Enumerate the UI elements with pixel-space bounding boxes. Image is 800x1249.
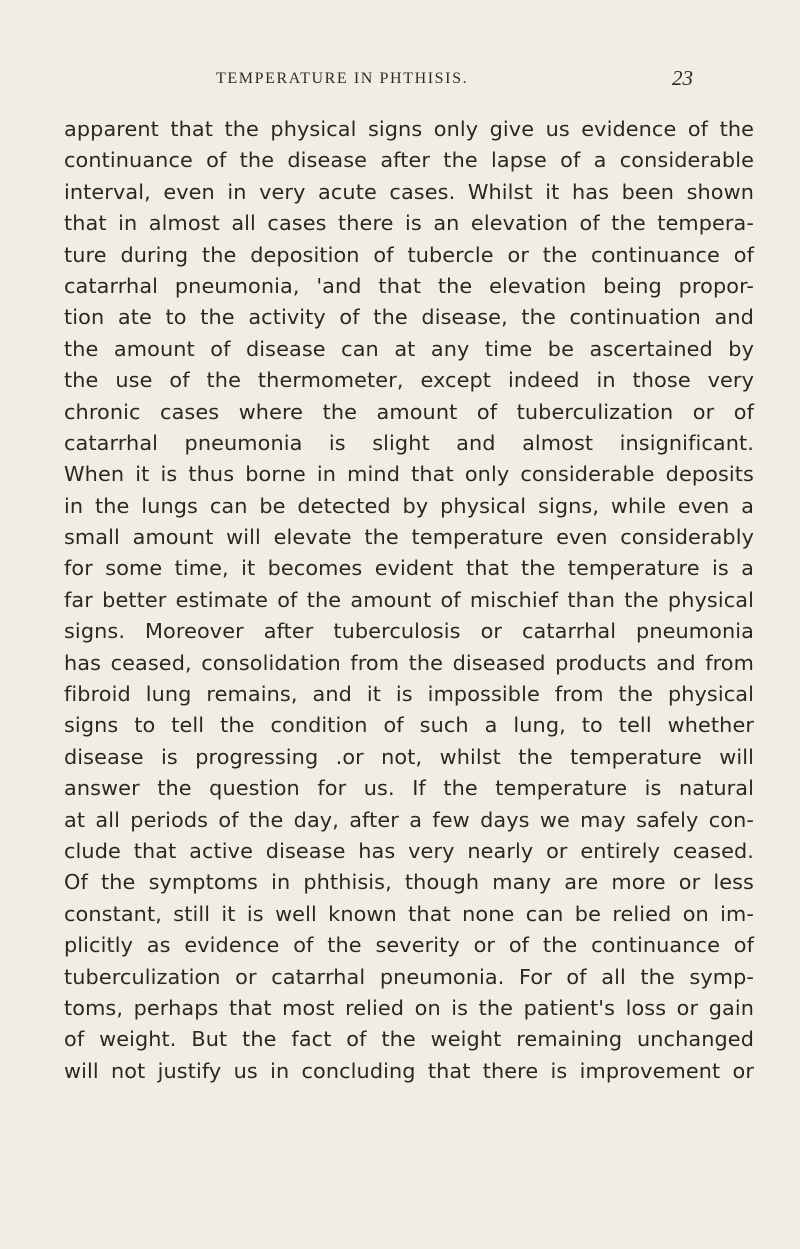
text-line: has ceased, consolidation from the diseased products and from [64, 650, 754, 675]
text-line: clude that active disease has very nearly or entirely ceased. [64, 838, 754, 863]
body-text [64, 114, 754, 1087]
text-line: far better estimate of the amount of mischief than the physical [64, 587, 754, 612]
text-line: that in almost all cases there is an elevation of the tempera- [64, 211, 754, 236]
text-line: tuberculization or catarrhal pneumonia. For of all the symp- [64, 964, 754, 989]
text-line: at all periods of the day, after a few days we may safely con- [64, 807, 754, 832]
text-line: signs. Moreover after tuberculosis or catarrhal pneumonia [64, 619, 754, 644]
text-line: small amount will elevate the temperature even considerably [64, 525, 754, 550]
text-line: the amount of disease can at any time be ascertained by [64, 336, 754, 361]
page-number: 23 [672, 66, 693, 90]
text-line: catarrhal pneumonia, 'and that the elevation being propor- [64, 273, 754, 298]
text-line: will not justify us in concluding that there is improvement or [64, 1058, 754, 1083]
running-title: TEMPERATURE IN PHTHISIS. [216, 70, 469, 87]
text-line: answer the question for us. If the temperature is natural [64, 776, 754, 801]
text-line: for some time, it becomes evident that the temperature is a [64, 556, 754, 581]
text-line: interval, even in very acute cases. Whilst it has been shown [64, 179, 754, 204]
text-line: ture during the deposition of tubercle or the continuance of [64, 242, 754, 267]
text-line: catarrhal pneumonia is slight and almost insignificant. [64, 430, 754, 455]
text-line: constant, still it is well known that none can be relied on im- [64, 901, 754, 926]
text-line: Of the symptoms in phthisis, though many are more or less [64, 870, 754, 895]
text-line: signs to tell the condition of such a lung, to tell whether [64, 713, 754, 738]
text-line: chronic cases where the amount of tuberculization or of [64, 399, 754, 424]
text-line: continuance of the disease after the lapse of a considerable [64, 148, 754, 173]
text-line: plicitly as evidence of the severity or of the continuance of [64, 933, 754, 958]
text-line: fibroid lung remains, and it is impossible from the physical [64, 682, 754, 707]
text-line: When it is thus borne in mind that only considerable deposits [64, 462, 754, 487]
text-line: disease is progressing .or not, whilst the temperature will [64, 744, 754, 769]
text-line: the use of the thermometer, except indeed in those very [64, 368, 754, 393]
text-line: tion ate to the activity of the disease, the continuation and [64, 305, 754, 330]
text-line: apparent that the physical signs only give us evidence of the [64, 117, 754, 141]
text-line: of weight. But the fact of the weight remaining unchanged [64, 1027, 754, 1052]
text-line: in the lungs can be detected by physical signs, while even a [64, 493, 754, 518]
text-line: toms, perhaps that most relied on is the patient's loss or gain [64, 995, 754, 1020]
